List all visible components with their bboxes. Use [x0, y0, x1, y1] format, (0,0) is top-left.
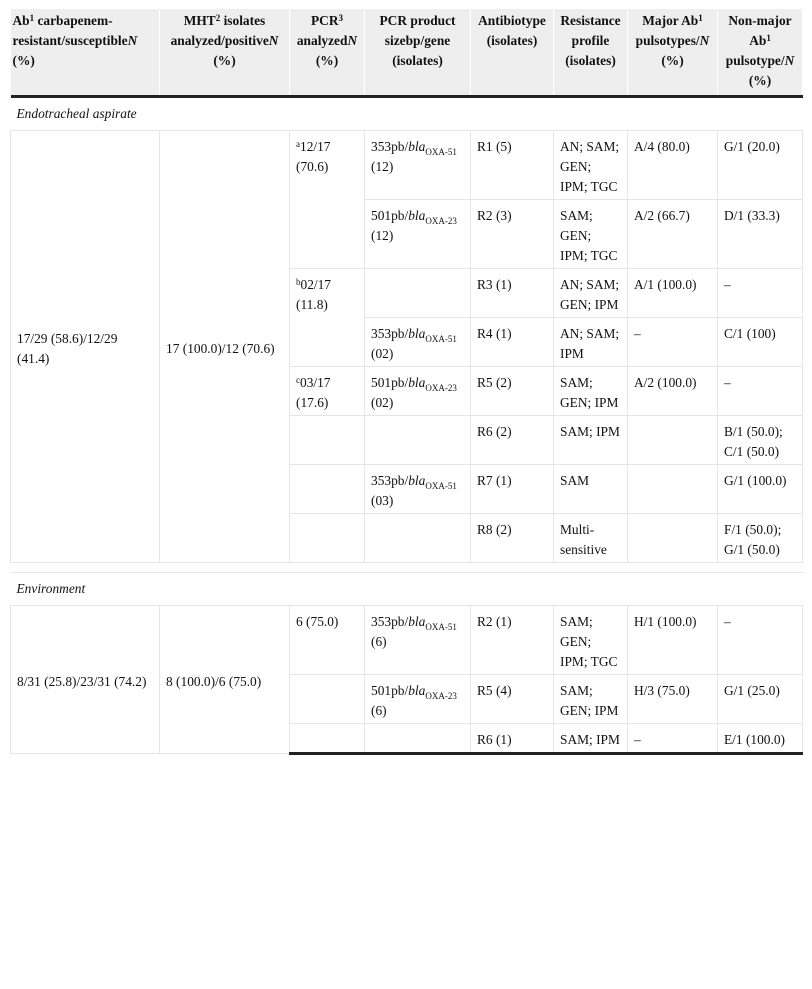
mht-cell: 17 (100.0)/12 (70.6): [160, 131, 290, 563]
pcr-cell: $^c$03/17 (17.6): [290, 367, 365, 416]
pcr-cell: [290, 465, 365, 514]
pcr-cell: [290, 675, 365, 724]
antibiotype-cell: R6 (1): [471, 724, 554, 754]
pcr-cell: [290, 514, 365, 563]
section-title-endotracheal: Endotracheal aspirate: [11, 97, 803, 131]
major-pulsotype-cell: A/4 (80.0): [628, 131, 718, 200]
pcr-product-cell: [365, 269, 471, 318]
pcr-cell: $^b$02/17 (11.8): [290, 269, 365, 367]
pcr-cell: [290, 416, 365, 465]
header-ab-carbapenem: Ab$^1$ carbapenem-resistant/susceptibleN (%): [11, 9, 160, 97]
antibiotype-cell: R4 (1): [471, 318, 554, 367]
major-pulsotype-cell: H/3 (75.0): [628, 675, 718, 724]
nonmajor-pulsotype-cell: –: [718, 367, 803, 416]
resistance-cell: SAM; GEN; IPM; TGC: [554, 606, 628, 675]
major-pulsotype-cell: H/1 (100.0): [628, 606, 718, 675]
major-pulsotype-cell: [628, 465, 718, 514]
nonmajor-pulsotype-cell: D/1 (33.3): [718, 200, 803, 269]
section-row: [11, 97, 803, 131]
spacer-row: [11, 563, 803, 573]
resistance-cell: SAM; IPM: [554, 724, 628, 754]
header-antibiotype: Antibiotype (isolates): [471, 9, 554, 97]
section-title-environment: Environment: [11, 573, 803, 606]
nonmajor-pulsotype-cell: G/1 (100.0): [718, 465, 803, 514]
antibiotype-cell: R6 (2): [471, 416, 554, 465]
resistance-cell: SAM: [554, 465, 628, 514]
header-pcr-product: PCR product sizebp/gene (isolates): [365, 9, 471, 97]
header-mht: MHT$^2$ isolates analyzed/positiveN (%): [160, 9, 290, 97]
pcr-product-cell: 353pb/bla$_{OXA-51}$ (03): [365, 465, 471, 514]
nonmajor-pulsotype-cell: C/1 (100): [718, 318, 803, 367]
resistance-cell: SAM; GEN; IPM: [554, 675, 628, 724]
header-nonmajor-pulsotype: Non-major Ab$^1$ pulsotype/N (%): [718, 9, 803, 97]
nonmajor-pulsotype-cell: G/1 (20.0): [718, 131, 803, 200]
resistance-cell: AN; SAM; GEN; IPM: [554, 269, 628, 318]
pcr-product-cell: 501pb/bla$_{OXA-23}$ (02): [365, 367, 471, 416]
table-row: [11, 131, 803, 200]
antibiotype-cell: R1 (5): [471, 131, 554, 200]
section-row: [11, 573, 803, 606]
header-resistance-profile: Resistance profile (isolates): [554, 9, 628, 97]
major-pulsotype-cell: [628, 514, 718, 563]
mht-cell: 8 (100.0)/6 (75.0): [160, 606, 290, 754]
antibiotype-cell: R7 (1): [471, 465, 554, 514]
antibiotype-cell: R2 (1): [471, 606, 554, 675]
results-table: [10, 9, 803, 755]
resistance-cell: Multi-sensitive: [554, 514, 628, 563]
pcr-cell: 6 (75.0): [290, 606, 365, 675]
ab-ratio-cell: 17/29 (58.6)/12/29 (41.4): [11, 131, 160, 563]
pcr-cell: [290, 724, 365, 754]
nonmajor-pulsotype-cell: –: [718, 269, 803, 318]
spacer-cell: [11, 563, 803, 573]
pcr-product-cell: [365, 724, 471, 754]
table-row: [11, 606, 803, 675]
pcr-cell: $^a$12/17 (70.6): [290, 131, 365, 269]
resistance-cell: AN; SAM; GEN; IPM; TGC: [554, 131, 628, 200]
major-pulsotype-cell: [628, 416, 718, 465]
antibiotype-cell: R2 (3): [471, 200, 554, 269]
pcr-product-cell: 353pb/bla$_{OXA-51}$ (12): [365, 131, 471, 200]
pcr-product-cell: 501pb/bla$_{OXA-23}$ (6): [365, 675, 471, 724]
nonmajor-pulsotype-cell: B/1 (50.0); C/1 (50.0): [718, 416, 803, 465]
antibiotype-cell: R5 (4): [471, 675, 554, 724]
antibiotype-cell: R8 (2): [471, 514, 554, 563]
nonmajor-pulsotype-cell: F/1 (50.0); G/1 (50.0): [718, 514, 803, 563]
resistance-cell: SAM; GEN; IPM; TGC: [554, 200, 628, 269]
header-major-pulsotypes: Major Ab$^1$ pulsotypes/N (%): [628, 9, 718, 97]
resistance-cell: SAM; GEN; IPM: [554, 367, 628, 416]
antibiotype-cell: R3 (1): [471, 269, 554, 318]
header-row: [11, 9, 803, 97]
major-pulsotype-cell: –: [628, 724, 718, 754]
major-pulsotype-cell: A/2 (66.7): [628, 200, 718, 269]
pcr-product-cell: [365, 416, 471, 465]
major-pulsotype-cell: A/2 (100.0): [628, 367, 718, 416]
ab-ratio-cell: 8/31 (25.8)/23/31 (74.2): [11, 606, 160, 754]
nonmajor-pulsotype-cell: G/1 (25.0): [718, 675, 803, 724]
header-pcr: PCR$^3$ analyzedN (%): [290, 9, 365, 97]
resistance-cell: AN; SAM; IPM: [554, 318, 628, 367]
major-pulsotype-cell: A/1 (100.0): [628, 269, 718, 318]
pcr-product-cell: [365, 514, 471, 563]
resistance-cell: SAM; IPM: [554, 416, 628, 465]
nonmajor-pulsotype-cell: E/1 (100.0): [718, 724, 803, 754]
pcr-product-cell: 353pb/bla$_{OXA-51}$ (6): [365, 606, 471, 675]
antibiotype-cell: R5 (2): [471, 367, 554, 416]
nonmajor-pulsotype-cell: –: [718, 606, 803, 675]
major-pulsotype-cell: –: [628, 318, 718, 367]
pcr-product-cell: 501pb/bla$_{OXA-23}$ (12): [365, 200, 471, 269]
pcr-product-cell: 353pb/bla$_{OXA-51}$ (02): [365, 318, 471, 367]
